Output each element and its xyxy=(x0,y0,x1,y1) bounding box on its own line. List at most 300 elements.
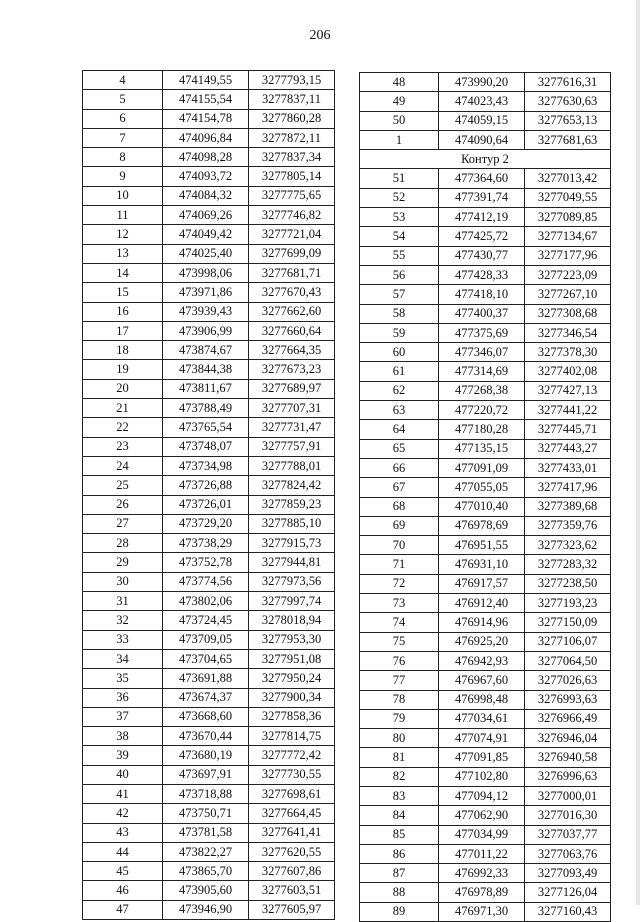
y-coordinate-cell: 3277064,50 xyxy=(525,651,611,670)
x-coordinate-cell: 477346,07 xyxy=(439,343,525,362)
point-number-cell: 44 xyxy=(83,842,163,861)
x-coordinate-cell: 476912,40 xyxy=(439,594,525,613)
table-row xyxy=(360,729,611,748)
table-row xyxy=(83,71,335,90)
y-coordinate-cell: 3277673,23 xyxy=(249,360,335,379)
y-coordinate-cell: 3277660,64 xyxy=(249,321,335,340)
y-coordinate-cell: 3277603,51 xyxy=(249,881,335,900)
x-coordinate-cell: 476925,20 xyxy=(439,632,525,651)
table-row xyxy=(83,553,335,572)
table-row xyxy=(83,495,335,514)
table-row xyxy=(360,362,611,381)
table-row xyxy=(83,360,335,379)
x-coordinate-cell: 473734,98 xyxy=(163,456,249,475)
table-row xyxy=(360,748,611,767)
point-number-cell: 60 xyxy=(360,343,439,362)
y-coordinate-cell: 3277698,61 xyxy=(249,784,335,803)
x-coordinate-cell: 477180,28 xyxy=(439,420,525,439)
y-coordinate-cell: 3277950,24 xyxy=(249,669,335,688)
x-coordinate-cell: 477055,05 xyxy=(439,478,525,497)
point-number-cell: 59 xyxy=(360,323,439,342)
x-coordinate-cell: 477375,69 xyxy=(439,323,525,342)
table-row xyxy=(83,804,335,823)
y-coordinate-cell: 3277641,41 xyxy=(249,823,335,842)
x-coordinate-cell: 473906,99 xyxy=(163,321,249,340)
table-row xyxy=(360,690,611,709)
y-coordinate-cell: 3277000,01 xyxy=(525,786,611,805)
x-coordinate-cell: 476967,60 xyxy=(439,671,525,690)
point-number-cell: 63 xyxy=(360,401,439,420)
x-coordinate-cell: 473990,20 xyxy=(439,73,525,92)
x-coordinate-cell: 473738,29 xyxy=(163,534,249,553)
table-row xyxy=(360,825,611,844)
y-coordinate-cell: 3277670,43 xyxy=(249,283,335,302)
point-number-cell: 12 xyxy=(83,225,163,244)
y-coordinate-cell: 3277664,45 xyxy=(249,804,335,823)
x-coordinate-cell: 473726,88 xyxy=(163,476,249,495)
y-coordinate-cell: 3277775,65 xyxy=(249,186,335,205)
point-number-cell: 24 xyxy=(83,456,163,475)
x-coordinate-cell: 477091,85 xyxy=(439,748,525,767)
point-number-cell: 48 xyxy=(360,73,439,92)
point-number-cell: 9 xyxy=(83,167,163,186)
y-coordinate-cell: 3277193,23 xyxy=(525,594,611,613)
table-row xyxy=(83,688,335,707)
y-coordinate-cell: 3277837,11 xyxy=(249,90,335,109)
x-coordinate-cell: 473865,70 xyxy=(163,862,249,881)
x-coordinate-cell: 477220,72 xyxy=(439,401,525,420)
table-row xyxy=(360,536,611,555)
y-coordinate-cell: 3277860,28 xyxy=(249,109,335,128)
table-row xyxy=(360,651,611,670)
y-coordinate-cell: 3276966,49 xyxy=(525,709,611,728)
x-coordinate-cell: 476942,93 xyxy=(439,651,525,670)
x-coordinate-cell: 477094,12 xyxy=(439,786,525,805)
x-coordinate-cell: 477418,10 xyxy=(439,285,525,304)
x-coordinate-cell: 476998,48 xyxy=(439,690,525,709)
table-row xyxy=(360,458,611,477)
y-coordinate-cell: 3277681,71 xyxy=(249,263,335,282)
x-coordinate-cell: 473811,67 xyxy=(163,379,249,398)
table-row xyxy=(83,862,335,881)
x-coordinate-cell: 477034,99 xyxy=(439,825,525,844)
point-number-cell: 21 xyxy=(83,399,163,418)
point-number-cell: 17 xyxy=(83,321,163,340)
table-row xyxy=(360,323,611,342)
table-row xyxy=(83,225,335,244)
point-number-cell: 76 xyxy=(360,651,439,670)
y-coordinate-cell: 3277662,60 xyxy=(249,302,335,321)
point-number-cell: 57 xyxy=(360,285,439,304)
y-coordinate-cell: 3277389,68 xyxy=(525,497,611,516)
point-number-cell: 33 xyxy=(83,630,163,649)
y-coordinate-cell: 3277730,55 xyxy=(249,765,335,784)
table-row xyxy=(83,167,335,186)
x-coordinate-cell: 477010,40 xyxy=(439,497,525,516)
y-coordinate-cell: 3276993,63 xyxy=(525,690,611,709)
y-coordinate-cell: 3277427,13 xyxy=(525,381,611,400)
y-coordinate-cell: 3277653,13 xyxy=(525,111,611,130)
x-coordinate-cell: 473822,27 xyxy=(163,842,249,861)
table-row xyxy=(360,864,611,883)
y-coordinate-cell: 3277433,01 xyxy=(525,458,611,477)
y-coordinate-cell: 3277417,96 xyxy=(525,478,611,497)
point-number-cell: 26 xyxy=(83,495,163,514)
x-coordinate-cell: 474090,64 xyxy=(439,130,525,149)
x-coordinate-cell: 477428,33 xyxy=(439,265,525,284)
table-row xyxy=(83,649,335,668)
point-number-cell: 32 xyxy=(83,611,163,630)
point-number-cell: 4 xyxy=(83,71,163,90)
point-number-cell: 82 xyxy=(360,767,439,786)
x-coordinate-cell: 476971,30 xyxy=(439,902,525,921)
y-coordinate-cell: 3277824,42 xyxy=(249,476,335,495)
y-coordinate-cell: 3277283,32 xyxy=(525,555,611,574)
y-coordinate-cell: 3277223,09 xyxy=(525,265,611,284)
point-number-cell: 25 xyxy=(83,476,163,495)
y-coordinate-cell: 3277126,04 xyxy=(525,883,611,902)
x-coordinate-cell: 477364,60 xyxy=(439,169,525,188)
point-number-cell: 54 xyxy=(360,227,439,246)
point-number-cell: 66 xyxy=(360,458,439,477)
point-number-cell: 61 xyxy=(360,362,439,381)
x-coordinate-cell: 473752,78 xyxy=(163,553,249,572)
table-row xyxy=(83,534,335,553)
table-row xyxy=(360,555,611,574)
y-coordinate-cell: 3277378,30 xyxy=(525,343,611,362)
point-number-cell: 75 xyxy=(360,632,439,651)
point-number-cell: 52 xyxy=(360,188,439,207)
coordinates-table-left xyxy=(82,70,335,920)
table-row xyxy=(360,671,611,690)
table-row xyxy=(360,208,611,227)
y-coordinate-cell: 3277049,55 xyxy=(525,188,611,207)
point-number-cell: 86 xyxy=(360,844,439,863)
x-coordinate-cell: 473691,88 xyxy=(163,669,249,688)
x-coordinate-cell: 477314,69 xyxy=(439,362,525,381)
point-number-cell: 15 xyxy=(83,283,163,302)
table-row xyxy=(83,514,335,533)
x-coordinate-cell: 473802,06 xyxy=(163,592,249,611)
point-number-cell: 27 xyxy=(83,514,163,533)
x-coordinate-cell: 477062,90 xyxy=(439,806,525,825)
x-coordinate-cell: 473774,56 xyxy=(163,572,249,591)
x-coordinate-cell: 477102,80 xyxy=(439,767,525,786)
x-coordinate-cell: 474069,26 xyxy=(163,206,249,225)
table-row xyxy=(360,574,611,593)
table-row xyxy=(83,572,335,591)
table-row xyxy=(360,304,611,323)
point-number-cell: 46 xyxy=(83,881,163,900)
point-number-cell: 11 xyxy=(83,206,163,225)
point-number-cell: 18 xyxy=(83,341,163,360)
table-row xyxy=(360,227,611,246)
table-row xyxy=(360,883,611,902)
y-coordinate-cell: 3277605,97 xyxy=(249,900,335,919)
table-row xyxy=(360,594,611,613)
y-coordinate-cell: 3277323,62 xyxy=(525,536,611,555)
x-coordinate-cell: 474049,42 xyxy=(163,225,249,244)
table-row xyxy=(360,188,611,207)
table-row xyxy=(360,516,611,535)
y-coordinate-cell: 3277772,42 xyxy=(249,746,335,765)
table-row xyxy=(83,823,335,842)
x-coordinate-cell: 474084,32 xyxy=(163,186,249,205)
x-coordinate-cell: 477412,19 xyxy=(439,208,525,227)
x-coordinate-cell: 476978,69 xyxy=(439,516,525,535)
point-number-cell: 88 xyxy=(360,883,439,902)
point-number-cell: 53 xyxy=(360,208,439,227)
x-coordinate-cell: 473844,38 xyxy=(163,360,249,379)
point-number-cell: 89 xyxy=(360,902,439,921)
y-coordinate-cell: 3277859,23 xyxy=(249,495,335,514)
point-number-cell: 41 xyxy=(83,784,163,803)
x-coordinate-cell: 477091,09 xyxy=(439,458,525,477)
x-coordinate-cell: 476931,10 xyxy=(439,555,525,574)
x-coordinate-cell: 474023,43 xyxy=(439,92,525,111)
x-coordinate-cell: 473709,05 xyxy=(163,630,249,649)
y-coordinate-cell: 3278018,94 xyxy=(249,611,335,630)
y-coordinate-cell: 3277616,31 xyxy=(525,73,611,92)
point-number-cell: 30 xyxy=(83,572,163,591)
table-row xyxy=(360,902,611,921)
x-coordinate-cell: 474155,54 xyxy=(163,90,249,109)
table-row xyxy=(360,478,611,497)
coordinates-table-left-body xyxy=(83,71,335,920)
point-number-cell: 38 xyxy=(83,727,163,746)
y-coordinate-cell: 3277814,75 xyxy=(249,727,335,746)
y-coordinate-cell: 3277872,11 xyxy=(249,128,335,147)
x-coordinate-cell: 474098,28 xyxy=(163,148,249,167)
table-row xyxy=(83,186,335,205)
x-coordinate-cell: 477268,38 xyxy=(439,381,525,400)
table-row xyxy=(360,420,611,439)
point-number-cell: 65 xyxy=(360,439,439,458)
table-row xyxy=(83,206,335,225)
y-coordinate-cell: 3277106,07 xyxy=(525,632,611,651)
point-number-cell: 43 xyxy=(83,823,163,842)
y-coordinate-cell: 3277016,30 xyxy=(525,806,611,825)
y-coordinate-cell: 3276946,04 xyxy=(525,729,611,748)
y-coordinate-cell: 3277707,31 xyxy=(249,399,335,418)
y-coordinate-cell: 3277953,30 xyxy=(249,630,335,649)
x-coordinate-cell: 473946,90 xyxy=(163,900,249,919)
y-coordinate-cell: 3277026,63 xyxy=(525,671,611,690)
x-coordinate-cell: 474025,40 xyxy=(163,244,249,263)
x-coordinate-cell: 476917,57 xyxy=(439,574,525,593)
table-row xyxy=(360,439,611,458)
point-number-cell: 28 xyxy=(83,534,163,553)
point-number-cell: 6 xyxy=(83,109,163,128)
x-coordinate-cell: 477135,15 xyxy=(439,439,525,458)
table-row xyxy=(83,611,335,630)
y-coordinate-cell: 3277900,34 xyxy=(249,688,335,707)
table-row xyxy=(83,630,335,649)
point-number-cell: 5 xyxy=(83,90,163,109)
table-row xyxy=(360,111,611,130)
point-number-cell: 36 xyxy=(83,688,163,707)
table-row xyxy=(83,881,335,900)
point-number-cell: 80 xyxy=(360,729,439,748)
y-coordinate-cell: 3277308,68 xyxy=(525,304,611,323)
y-coordinate-cell: 3277238,50 xyxy=(525,574,611,593)
x-coordinate-cell: 473748,07 xyxy=(163,437,249,456)
point-number-cell: 64 xyxy=(360,420,439,439)
table-row xyxy=(360,806,611,825)
y-coordinate-cell: 3277699,09 xyxy=(249,244,335,263)
y-coordinate-cell: 3277689,97 xyxy=(249,379,335,398)
table-row xyxy=(83,148,335,167)
point-number-cell: 40 xyxy=(83,765,163,784)
table-row xyxy=(83,669,335,688)
y-coordinate-cell: 3277620,55 xyxy=(249,842,335,861)
x-coordinate-cell: 473998,06 xyxy=(163,263,249,282)
x-coordinate-cell: 477430,77 xyxy=(439,246,525,265)
point-number-cell: 83 xyxy=(360,786,439,805)
point-number-cell: 85 xyxy=(360,825,439,844)
section-header-row xyxy=(360,150,611,169)
table-row xyxy=(83,109,335,128)
point-number-cell: 81 xyxy=(360,748,439,767)
point-number-cell: 69 xyxy=(360,516,439,535)
y-coordinate-cell: 3277445,71 xyxy=(525,420,611,439)
table-row xyxy=(83,900,335,919)
x-coordinate-cell: 476978,89 xyxy=(439,883,525,902)
table-row xyxy=(83,418,335,437)
x-coordinate-cell: 473971,86 xyxy=(163,283,249,302)
y-coordinate-cell: 3277630,63 xyxy=(525,92,611,111)
y-coordinate-cell: 3277681,63 xyxy=(525,130,611,149)
x-coordinate-cell: 477425,72 xyxy=(439,227,525,246)
y-coordinate-cell: 3277788,01 xyxy=(249,456,335,475)
point-number-cell: 29 xyxy=(83,553,163,572)
point-number-cell: 34 xyxy=(83,649,163,668)
x-coordinate-cell: 473750,71 xyxy=(163,804,249,823)
y-coordinate-cell: 3277973,56 xyxy=(249,572,335,591)
point-number-cell: 67 xyxy=(360,478,439,497)
point-number-cell: 14 xyxy=(83,263,163,282)
x-coordinate-cell: 477074,91 xyxy=(439,729,525,748)
point-number-cell: 50 xyxy=(360,111,439,130)
x-coordinate-cell: 474093,72 xyxy=(163,167,249,186)
x-coordinate-cell: 474096,84 xyxy=(163,128,249,147)
point-number-cell: 84 xyxy=(360,806,439,825)
point-number-cell: 10 xyxy=(83,186,163,205)
y-coordinate-cell: 3277997,74 xyxy=(249,592,335,611)
y-coordinate-cell: 3277944,81 xyxy=(249,553,335,572)
table-row xyxy=(83,456,335,475)
x-coordinate-cell: 473874,67 xyxy=(163,341,249,360)
x-coordinate-cell: 473781,58 xyxy=(163,823,249,842)
y-coordinate-cell: 3277037,77 xyxy=(525,825,611,844)
table-row xyxy=(83,476,335,495)
y-coordinate-cell: 3277951,08 xyxy=(249,649,335,668)
table-row xyxy=(83,437,335,456)
table-row xyxy=(360,169,611,188)
table-row xyxy=(360,130,611,149)
coordinates-table-right-bottom-body xyxy=(360,169,611,922)
y-coordinate-cell: 3277915,73 xyxy=(249,534,335,553)
table-row xyxy=(360,497,611,516)
table-row xyxy=(360,343,611,362)
point-number-cell: 31 xyxy=(83,592,163,611)
y-coordinate-cell: 3277757,91 xyxy=(249,437,335,456)
table-row xyxy=(360,265,611,284)
y-coordinate-cell: 3277858,36 xyxy=(249,707,335,726)
point-number-cell: 78 xyxy=(360,690,439,709)
x-coordinate-cell: 474149,55 xyxy=(163,71,249,90)
y-coordinate-cell: 3277402,08 xyxy=(525,362,611,381)
table-row xyxy=(360,246,611,265)
point-number-cell: 62 xyxy=(360,381,439,400)
x-coordinate-cell: 473939,43 xyxy=(163,302,249,321)
table-row xyxy=(83,263,335,282)
point-number-cell: 45 xyxy=(83,862,163,881)
table-row xyxy=(83,128,335,147)
table-row xyxy=(360,381,611,400)
table-row xyxy=(83,283,335,302)
x-coordinate-cell: 473670,44 xyxy=(163,727,249,746)
point-number-cell: 49 xyxy=(360,92,439,111)
point-number-cell: 39 xyxy=(83,746,163,765)
table-row xyxy=(360,285,611,304)
table-row xyxy=(360,709,611,728)
table-row xyxy=(83,244,335,263)
x-coordinate-cell: 473726,01 xyxy=(163,495,249,514)
table-row xyxy=(83,379,335,398)
x-coordinate-cell: 473704,65 xyxy=(163,649,249,668)
coordinates-table-right-top-body xyxy=(360,73,611,150)
y-coordinate-cell: 3277093,49 xyxy=(525,864,611,883)
point-number-cell: 51 xyxy=(360,169,439,188)
scan-edge xyxy=(636,0,640,905)
point-number-cell: 42 xyxy=(83,804,163,823)
table-row xyxy=(360,632,611,651)
y-coordinate-cell: 3277063,76 xyxy=(525,844,611,863)
table-row xyxy=(360,92,611,111)
point-number-cell: 70 xyxy=(360,536,439,555)
x-coordinate-cell: 473765,54 xyxy=(163,418,249,437)
point-number-cell: 16 xyxy=(83,302,163,321)
point-number-cell: 56 xyxy=(360,265,439,284)
section-header-group xyxy=(360,150,611,169)
point-number-cell: 1 xyxy=(360,130,439,149)
y-coordinate-cell: 3277134,67 xyxy=(525,227,611,246)
point-number-cell: 71 xyxy=(360,555,439,574)
y-coordinate-cell: 3277160,43 xyxy=(525,902,611,921)
x-coordinate-cell: 473905,60 xyxy=(163,881,249,900)
y-coordinate-cell: 3277731,47 xyxy=(249,418,335,437)
x-coordinate-cell: 477391,74 xyxy=(439,188,525,207)
x-coordinate-cell: 474154,78 xyxy=(163,109,249,128)
point-number-cell: 19 xyxy=(83,360,163,379)
point-number-cell: 68 xyxy=(360,497,439,516)
x-coordinate-cell: 473697,91 xyxy=(163,765,249,784)
y-coordinate-cell: 3276996,63 xyxy=(525,767,611,786)
x-coordinate-cell: 474059,15 xyxy=(439,111,525,130)
x-coordinate-cell: 473674,37 xyxy=(163,688,249,707)
y-coordinate-cell: 3277441,22 xyxy=(525,401,611,420)
x-coordinate-cell: 473680,19 xyxy=(163,746,249,765)
point-number-cell: 7 xyxy=(83,128,163,147)
x-coordinate-cell: 473724,45 xyxy=(163,611,249,630)
table-row xyxy=(83,746,335,765)
table-row xyxy=(83,399,335,418)
point-number-cell: 20 xyxy=(83,379,163,398)
x-coordinate-cell: 477034,61 xyxy=(439,709,525,728)
table-row xyxy=(83,765,335,784)
table-row xyxy=(83,321,335,340)
